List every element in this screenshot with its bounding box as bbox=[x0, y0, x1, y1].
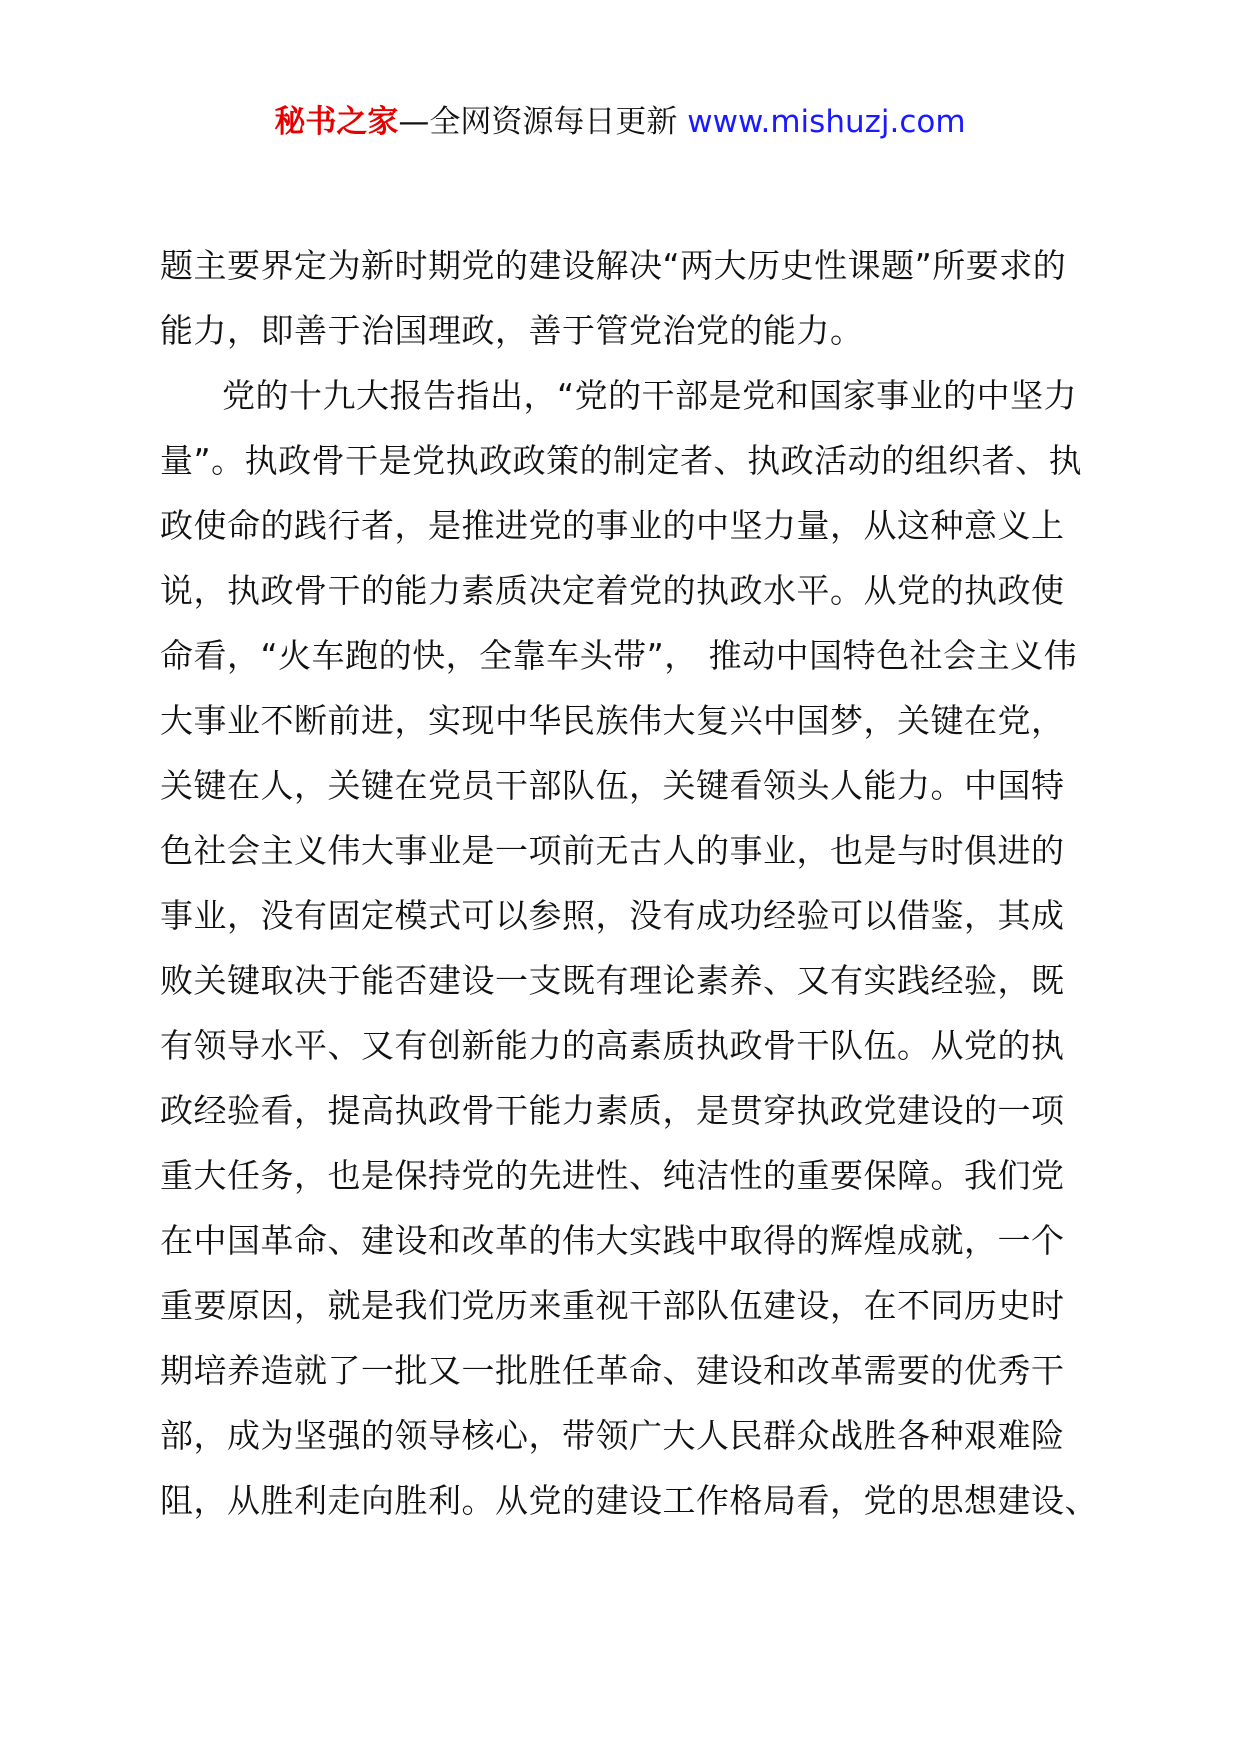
brand-name: 秘书之家 bbox=[274, 104, 399, 140]
text-line: 期培养造就了一批又一批胜任革命、建设和改革需要的优秀干 bbox=[160, 1351, 1065, 1390]
text-line: 题主要界定为新时期党的建设解决“两大历史性课题”所要求的 bbox=[160, 246, 1067, 285]
text-line: 说，执政骨干的能力素质决定着党的执政水平。从党的执政使 bbox=[160, 571, 1065, 610]
header-tagline: —全网资源每日更新 bbox=[398, 104, 678, 140]
text-line: 在中国革命、建设和改革的伟大实践中取得的辉煌成就，一个 bbox=[160, 1221, 1065, 1260]
text-line: 能力，即善于治国理政，善于管党治党的能力。 bbox=[160, 311, 864, 350]
text-line: 命看，“火车跑的快，全靠车头带”， 推动中国特色社会主义伟 bbox=[160, 636, 1078, 675]
text-line: 重要原因，就是我们党历来重视干部队伍建设，在不同历史时 bbox=[160, 1286, 1065, 1325]
body-text bbox=[160, 244, 1100, 1544]
page-header bbox=[0, 100, 1240, 144]
text-line: 事业，没有固定模式可以参照，没有成功经验可以借鉴，其成 bbox=[160, 896, 1065, 935]
site-url-link[interactable]: www.mishuzj.com bbox=[687, 104, 966, 140]
text-line: 阻，从胜利走向胜利。从党的建设工作格局看，党的思想建设、 bbox=[160, 1481, 1098, 1520]
text-line: 部，成为坚强的领导核心，带领广大人民群众战胜各种艰难险 bbox=[160, 1416, 1065, 1455]
text-line: 党的十九大报告指出，“党的干部是党和国家事业的中坚力 bbox=[222, 376, 1078, 415]
text-line: 政使命的践行者，是推进党的事业的中坚力量，从这种意义上 bbox=[160, 506, 1065, 545]
text-line: 色社会主义伟大事业是一项前无古人的事业，也是与时俱进的 bbox=[160, 831, 1065, 870]
text-line: 量”。执政骨干是党执政政策的制定者、执政活动的组织者、执 bbox=[160, 441, 1083, 480]
text-line: 重大任务，也是保持党的先进性、纯洁性的重要保障。我们党 bbox=[160, 1156, 1065, 1195]
text-line: 政经验看，提高执政骨干能力素质，是贯穿执政党建设的一项 bbox=[160, 1091, 1065, 1130]
text-line: 大事业不断前进，实现中华民族伟大复兴中国梦，关键在党， bbox=[160, 701, 1065, 740]
text-line: 有领导水平、又有创新能力的高素质执政骨干队伍。从党的执 bbox=[160, 1026, 1065, 1065]
text-line: 关键在人，关键在党员干部队伍，关键看领头人能力。中国特 bbox=[160, 766, 1065, 805]
text-line: 败关键取决于能否建设一支既有理论素养、又有实践经验，既 bbox=[160, 961, 1065, 1000]
